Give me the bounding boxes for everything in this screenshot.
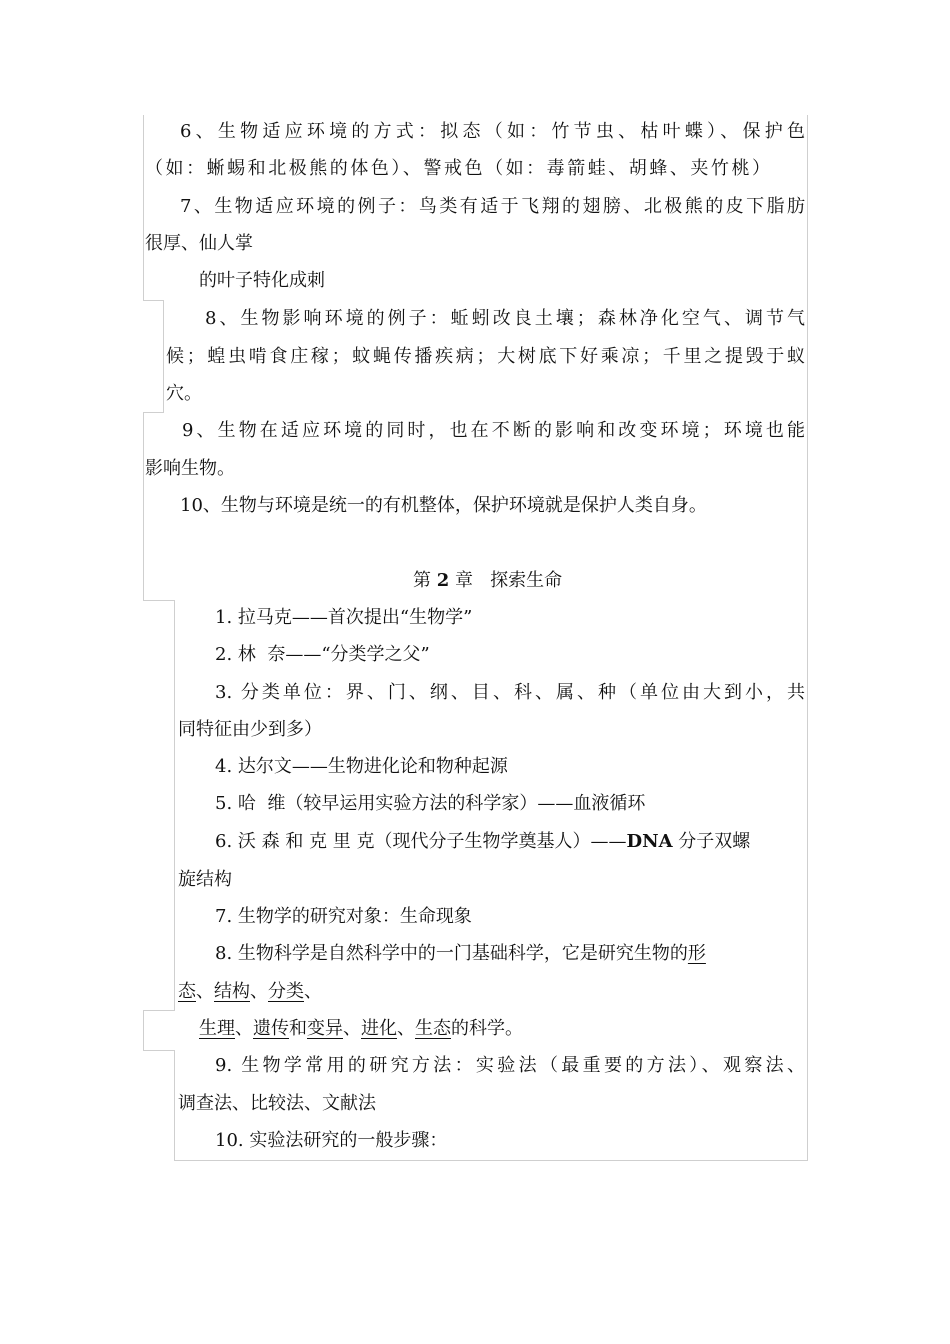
frame-line — [174, 600, 175, 1010]
dna-term: DNA — [626, 831, 673, 852]
ch2-item3-line2: 同特征由少到多） — [178, 719, 322, 740]
term-structure: 结构 — [214, 981, 250, 1002]
sep: 、 — [304, 981, 322, 1002]
ch2-item6-line1 — [215, 830, 750, 854]
sep: 、 — [397, 1018, 415, 1039]
chapter-title-post: 章 探索生命 — [455, 570, 563, 591]
ch2-item8-line2 — [178, 980, 322, 1004]
frame-line — [143, 600, 174, 601]
ch2-item8-text: 8. 生物科学是自然科学中的一门基础科学，它是研究生物的 — [215, 943, 688, 964]
ch2-item5: 5. 哈 维（较早运用实验方法的科学家）——血液循环 — [215, 793, 646, 814]
term-physiology: 生理 — [199, 1018, 235, 1039]
ch2-item4: 4. 达尔文——生物进化论和物种起源 — [215, 756, 508, 777]
ch2-item6-text: 6. 沃 森 和 克 里 克（现代分子生物学奠基人）—— — [215, 831, 627, 852]
ch2-item10: 10. 实验法研究的一般步骤： — [215, 1130, 448, 1151]
frame-line — [143, 412, 164, 413]
term-heredity: 遗传 — [253, 1018, 289, 1039]
ch2-item9-line2: 调查法、比较法、文献法 — [178, 1093, 376, 1114]
item8-line1: 8、生物影响环境的例子：蚯蚓改良土壤；森林净化空气、调节气 — [205, 308, 805, 329]
ch2-item2: 2. 林 奈——“分类学之父” — [215, 644, 430, 665]
term-classification: 分类 — [268, 981, 304, 1002]
item8-line3: 穴。 — [166, 383, 202, 404]
chapter-title-number: 2 — [436, 570, 450, 591]
item9-line2: 影响生物。 — [145, 458, 235, 479]
item6-line2: （如：蜥蜴和北极熊的体色）、警戒色（如：毒箭蛙、胡蜂、夹竹桃） — [145, 158, 770, 179]
item8-line2: 候；蝗虫啃食庄稼；蚊蝇传播疾病；大树底下好乘凉；千里之提毁于蚁 — [166, 346, 805, 367]
chapter-title-pre: 第 — [413, 570, 431, 591]
ch2-item9-line1: 9. 生物学常用的研究方法：实验法（最重要的方法）、观察法、 — [215, 1055, 805, 1076]
frame-line — [143, 1010, 175, 1011]
item9-line1: 9、生物在适应环境的同时，也在不断的影响和改变环境；环境也能 — [182, 420, 805, 441]
term-variation: 变异 — [307, 1018, 343, 1039]
frame-line — [143, 300, 163, 301]
ch2-item8-end: 的科学。 — [451, 1018, 523, 1039]
ch2-item6-line2: 旋结构 — [178, 869, 232, 890]
term-ecology: 生态 — [415, 1018, 451, 1039]
ch2-item1: 1. 拉马克——首次提出“生物学” — [215, 607, 473, 628]
ch2-item7: 7. 生物学的研究对象：生命现象 — [215, 906, 472, 927]
frame-line — [143, 1010, 144, 1050]
frame-line — [807, 115, 808, 1161]
item7-line2: 很厚、仙人掌 — [145, 233, 253, 254]
frame-line — [174, 1160, 808, 1161]
term-morphology: 形 — [687, 943, 706, 964]
sep: 、 — [343, 1018, 361, 1039]
sep: 、 — [196, 981, 214, 1002]
item7-line3: 的叶子特化成刺 — [199, 270, 325, 291]
frame-line — [163, 300, 164, 412]
item6-line1: 6、生物适应环境的方式：拟态（如：竹节虫、枯叶蝶）、保护色 — [180, 121, 805, 142]
chapter-title — [413, 569, 562, 593]
item10-line1: 10、生物与环境是统一的有机整体，保护环境就是保护人类自身。 — [180, 495, 707, 516]
ch2-item6-text-end: 分子双螺 — [672, 831, 751, 852]
sep: 、 — [235, 1018, 253, 1039]
term-morphology-cont: 态 — [178, 981, 196, 1002]
frame-line — [143, 1050, 175, 1051]
ch2-item8-line1 — [215, 942, 706, 966]
frame-line — [143, 412, 144, 600]
term-evolution: 进化 — [361, 1018, 397, 1039]
frame-line — [174, 1050, 175, 1160]
conj: 和 — [289, 1018, 307, 1039]
frame-line — [143, 115, 144, 300]
item7-line1: 7、生物适应环境的例子：鸟类有适于飞翔的翅膀、北极熊的皮下脂肪 — [180, 196, 805, 217]
ch2-item8-line3 — [199, 1017, 523, 1041]
ch2-item3-line1: 3. 分类单位：界、门、纲、目、科、属、种（单位由大到小，共 — [215, 682, 805, 703]
sep: 、 — [250, 981, 268, 1002]
